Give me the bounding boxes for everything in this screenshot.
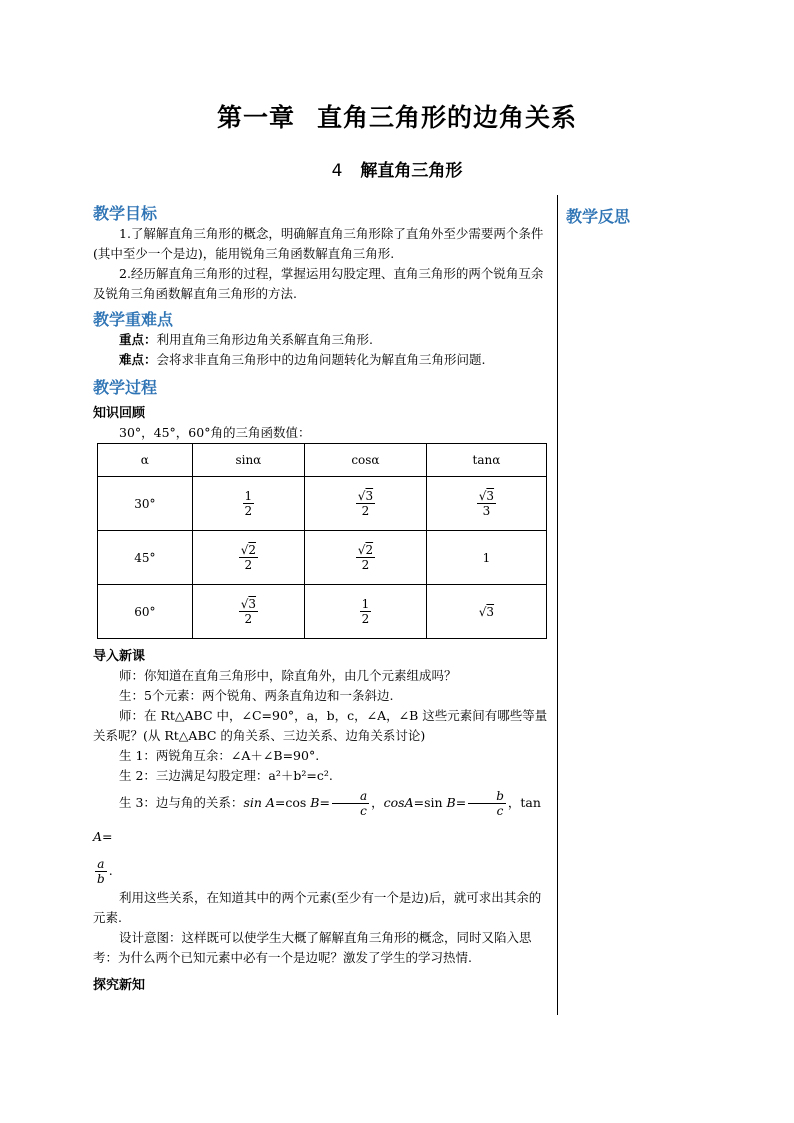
teacher-question-2-main: 师：在 Rt△ABC 中，∠C=90°，a，b，c，∠A，∠B 这些元素间有哪些等量关系呢？ [93,708,548,743]
keypoints-heading: 教学重难点 [93,310,174,329]
angle-30: 30° [98,477,193,531]
objective-2: 2.经历解直角三角形的过程，掌握运用勾股定理、直角三角形的两个锐角互余及锐角三角函数解直角三角形的方法. [93,266,544,301]
student-3: 生 3：边与角的关系：sin A=cos B= $\frac{a}{c}$ ，cosA=sin B= $\frac{b}{c}$ ，tan A= [93,789,541,844]
sin-30: $\frac{1}{2}$ [192,477,304,531]
angle-60: 60° [98,585,193,639]
header-sin: sinα [192,444,304,477]
reflection-heading: 教学反思 [566,207,631,226]
trig-table [97,443,547,639]
table-row-60 [98,585,547,639]
table-row-30 [98,477,547,531]
header-alpha: α [98,444,193,477]
main-column [93,204,549,995]
process-heading: 教学过程 [93,378,158,397]
focus-text: 利用直角三角形边角关系解直角三角形. [156,332,373,347]
teacher-question-2-note: (从 Rt△ABC 的角关系、三边关系、边角关系讨论) [143,728,426,743]
focus-label: 重点： [119,332,157,347]
column-divider [557,195,558,1015]
header-tan: tanα [426,444,546,477]
sin-60: $\frac{√3}{2}$ [192,585,304,639]
angle-45: 45° [98,531,193,585]
chapter-subtitle: 直角三角形的边角关系 [317,103,578,132]
teacher-question-2 [93,706,549,746]
summary: 利用这些关系，在知道其中的两个元素(至少有一个是边)后，就可求出其余的元素. [93,890,542,925]
cos-30: $\frac{√3}{2}$ [305,477,427,531]
tan-45: 1 [426,531,546,585]
student-2: 生 2：三边满足勾股定理：a²＋b²=c². [119,768,333,783]
tan-30: $\frac{√3}{3}$ [426,477,546,531]
student-answer-1: 生：5个元素：两个锐角、两条直角边和一条斜边. [119,688,394,703]
explore-heading: 探究新知 [93,978,146,993]
review-heading: 知识回顾 [93,406,146,421]
difficulty-line [93,350,549,370]
lesson-number: 4 [331,161,343,181]
objectives-heading: 教学目标 [93,204,158,223]
review-intro: 30°，45°，60°角的三角函数值： [119,425,311,440]
chapter-heading [0,98,794,134]
header-cos: cosα [305,444,427,477]
teacher-question-1: 师：你知道在直角三角形中，除直角外，由几个元素组成吗？ [119,668,457,683]
difficulty-label: 难点： [119,352,157,367]
student-1: 生 1：两锐角互余：∠A＋∠B=90°. [119,748,320,763]
objective-1: 1.了解解直角三角形的概念，明确解直角三角形除了直角外至少需要两个条件(其中至少一个是边)，能用锐角三角函数解直角三角形. [93,226,544,261]
lesson-heading [0,156,794,181]
lesson-title: 解直角三角形 [360,161,463,181]
sin-45: $\frac{√2}{2}$ [192,531,304,585]
cos-60: $\frac{1}{2}$ [305,585,427,639]
design-intent: 设计意图：这样既可以使学生大概了解解直角三角形的概念，同时又陷入思考：为什么两个已知元素中必有一个是边呢？激发了学生的学习热情. [93,930,532,965]
table-row-45 [98,531,547,585]
chapter-number: 第一章 [216,103,295,132]
student-3-cont: $\frac{a}{b}$ . [97,857,113,886]
focus-line [93,330,549,350]
student-3-label: 生 3：边与角的关系： [119,795,244,810]
tan-60: √3 [426,585,546,639]
table-header-row [98,444,547,477]
cos-45: $\frac{√2}{2}$ [305,531,427,585]
intro-heading: 导入新课 [93,649,146,664]
difficulty-text: 会将求非直角三角形中的边角问题转化为解直角三角形问题. [156,352,486,367]
